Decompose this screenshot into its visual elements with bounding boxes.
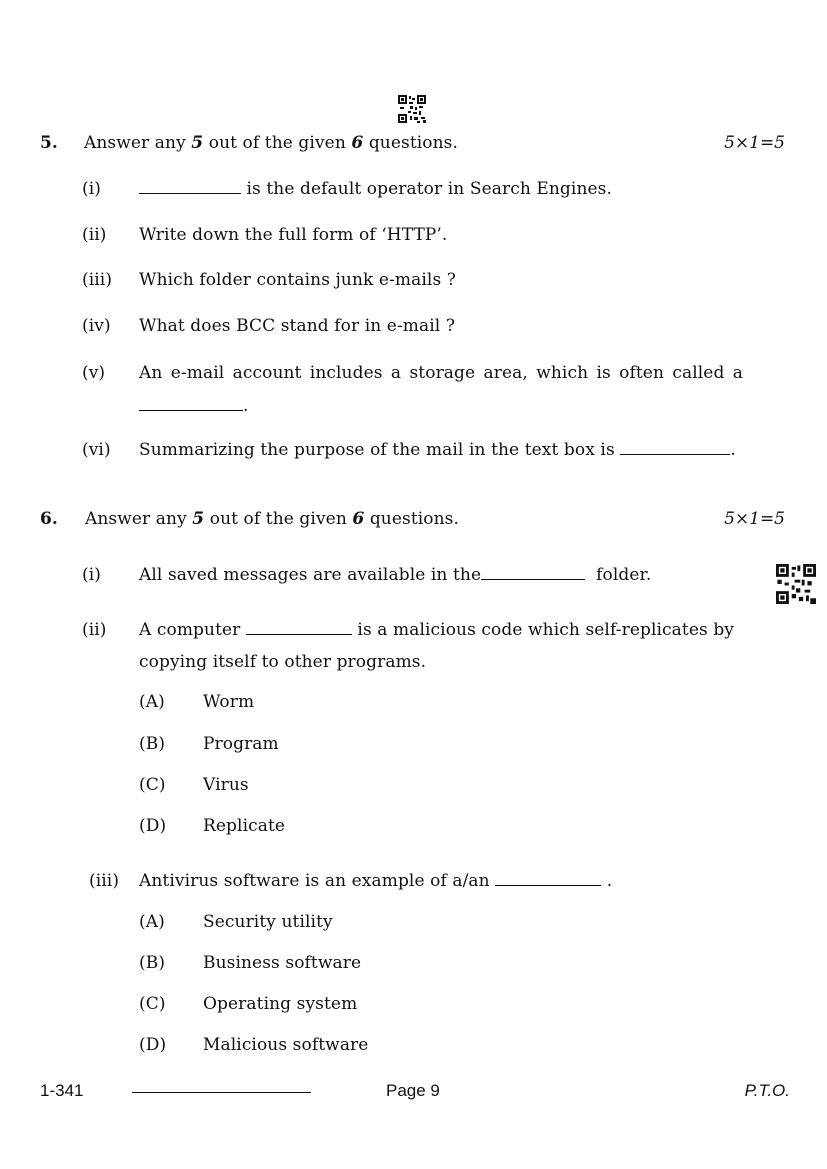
q5-item-text: What does BCC stand for in e-mail ? xyxy=(139,316,456,336)
option-text: Operating system xyxy=(203,994,358,1014)
q5-instruction xyxy=(84,133,458,153)
option-key: (D) xyxy=(139,1035,167,1055)
option-key: (B) xyxy=(139,734,166,754)
q6-intro-count: 5 xyxy=(192,509,205,529)
q6-item-text-line2: copying itself to other programs. xyxy=(139,652,427,672)
q5-item-text xyxy=(139,440,736,460)
option-key: (A) xyxy=(139,912,165,932)
q6-item-label: (iii) xyxy=(89,871,120,891)
page-number: Page 9 xyxy=(386,1081,440,1100)
q5-marks: 5×1=5 xyxy=(724,133,785,153)
q6-instruction xyxy=(85,509,459,529)
q5-intro-count: 5 xyxy=(191,133,204,153)
q6-intro-mid: out of the given xyxy=(204,509,353,529)
q6-item-label: (i) xyxy=(82,565,102,585)
q6-item-text xyxy=(139,871,612,891)
q5-item-label: (v) xyxy=(82,363,106,383)
qr-code-side xyxy=(776,564,816,604)
please-turn-over: P.T.O. xyxy=(744,1081,790,1100)
option-key: (C) xyxy=(139,994,166,1014)
option-text: Security utility xyxy=(203,912,333,932)
q6-iii-end: . xyxy=(601,871,613,891)
q5-item-label: (iii) xyxy=(82,270,113,290)
q5-item-text: An e-mail account includes a storage area, which is often called a xyxy=(139,363,743,383)
q5-vi-end: . xyxy=(730,440,736,460)
q5-item-text: Write down the full form of ‘HTTP’. xyxy=(139,225,448,245)
answer-blank xyxy=(481,578,585,580)
q5-intro-post: questions. xyxy=(363,133,459,153)
q5-intro-mid: out of the given xyxy=(203,133,352,153)
q6-number: 6. xyxy=(40,509,58,529)
option-key: (A) xyxy=(139,692,165,712)
q6-ii-text: A computer xyxy=(139,620,246,640)
footer-divider xyxy=(132,1092,311,1093)
q6-item-label: (ii) xyxy=(82,620,107,640)
answer-blank xyxy=(495,884,601,886)
option-text: Replicate xyxy=(203,816,286,836)
q5-i-text: is the default operator in Search Engines. xyxy=(241,179,612,199)
q6-intro-post: questions. xyxy=(364,509,460,529)
answer-blank xyxy=(139,409,243,411)
q5-intro-pre: Answer any xyxy=(84,133,192,153)
option-key: (D) xyxy=(139,816,167,836)
q6-i-text: All saved messages are available in the xyxy=(139,565,482,585)
q6-ii-text-cont: is a malicious code which self-replicates by xyxy=(351,620,734,640)
option-key: (B) xyxy=(139,953,166,973)
q5-intro-total: 6 xyxy=(351,133,364,153)
q6-marks: 5×1=5 xyxy=(724,509,785,529)
q5-item-text-line2 xyxy=(139,396,249,416)
q6-item-text xyxy=(139,565,651,585)
q6-iii-text: Antivirus software is an example of a/an xyxy=(139,871,496,891)
q5-item-label: (iv) xyxy=(82,316,111,336)
q5-v-end: . xyxy=(243,396,249,416)
q6-i-end: folder. xyxy=(585,565,652,585)
q6-intro-total: 6 xyxy=(352,509,365,529)
q5-item-label: (i) xyxy=(82,179,102,199)
option-text: Business software xyxy=(203,953,362,973)
answer-blank xyxy=(139,192,241,194)
option-text: Program xyxy=(203,734,279,754)
option-text: Malicious software xyxy=(203,1035,369,1055)
option-text: Virus xyxy=(203,775,249,795)
q6-intro-pre: Answer any xyxy=(85,509,193,529)
option-text: Worm xyxy=(203,692,255,712)
q5-item-label: (ii) xyxy=(82,225,107,245)
qr-code-top xyxy=(398,95,426,123)
q5-item-text xyxy=(139,179,612,199)
q5-number: 5. xyxy=(40,133,58,153)
paper-code: 1-341 xyxy=(40,1081,84,1100)
option-key: (C) xyxy=(139,775,166,795)
answer-blank xyxy=(246,633,352,635)
q5-item-label: (vi) xyxy=(82,440,111,460)
q6-item-text xyxy=(139,620,743,640)
q5-vi-text: Summarizing the purpose of the mail in the text box is xyxy=(139,440,621,460)
answer-blank xyxy=(620,453,730,455)
q5-item-text: Which folder contains junk e-mails ? xyxy=(139,270,457,290)
